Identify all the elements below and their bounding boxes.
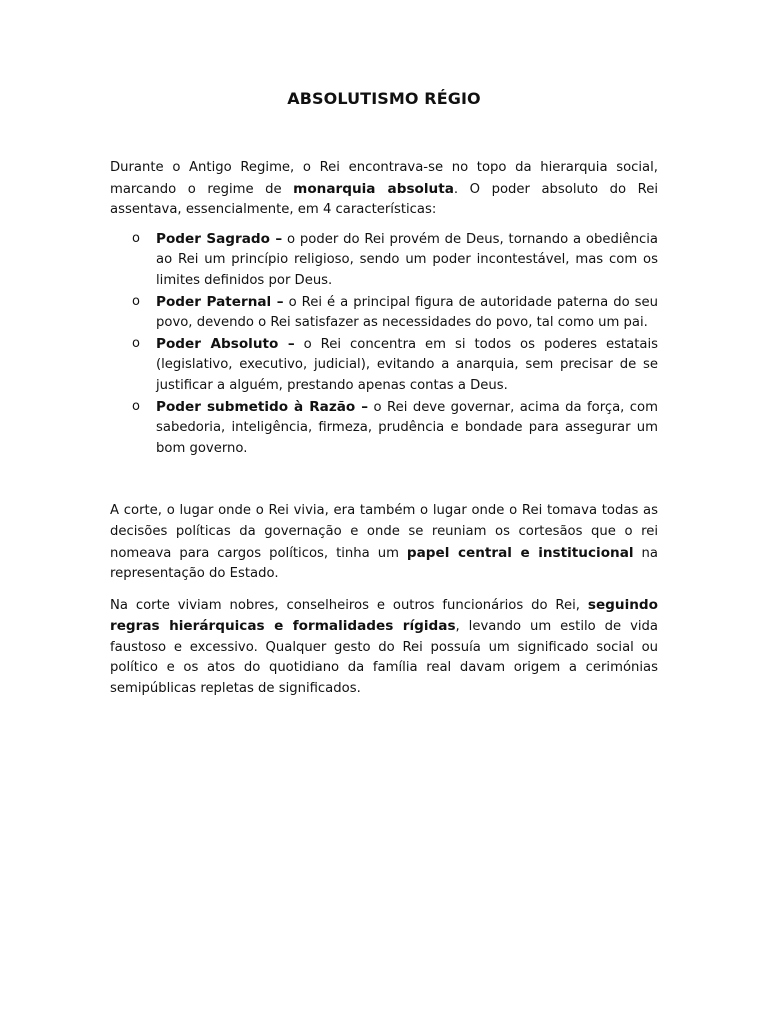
list-item-text: o Rei é a principal figura de autoridade paterna do seu povo, devendo o Rei satisfazer as necessidades do povo, tal como um pai.	[156, 294, 659, 331]
corte-text-start: A corte, o lugar onde o Rei vivia, era também o lugar onde o Rei tomava todas as decisões políticas da governação e onde se reuniam os cortesãos que o rei nomeava para cargos políticos, tinha um	[110, 503, 658, 561]
bullet-icon: o	[132, 335, 140, 351]
section-spacer	[110, 459, 658, 501]
corte-paragraph	[110, 501, 658, 584]
corte-text-end: na representação do Estado.	[110, 545, 658, 582]
list-item-term: Poder Sagrado –	[156, 230, 283, 247]
bullet-icon: o	[132, 398, 140, 414]
corte-bold-term: papel central e institucional	[406, 544, 634, 561]
list-item-text: o poder do Rei provém de Deus, tornando a obediência ao Rei um princípio religioso, sendo um poder incontestável, mas com os limites definidos por Deus.	[156, 231, 658, 288]
list-item	[110, 397, 658, 460]
list-item-term: Poder submetido à Razão –	[156, 398, 369, 415]
document-title: ABSOLUTISMO RÉGIO	[287, 89, 481, 108]
list-item	[110, 229, 658, 292]
list-item	[110, 292, 658, 334]
list-item-text: o Rei deve governar, acima da força, com sabedoria, inteligência, firmeza, prudência e bondade para assegurar um bom governo.	[156, 399, 658, 456]
bullet-icon: o	[132, 293, 140, 309]
intro-text-end: . O poder absoluto do Rei assentava, essencialmente, em 4 características:	[110, 181, 658, 218]
vida-bold-term: seguindo regras hierárquicas e formalidades rígidas	[110, 596, 658, 635]
bullet-icon: o	[132, 230, 140, 246]
vida-paragraph	[110, 595, 658, 700]
vida-text-start: Na corte viviam nobres, conselheiros e outros funcionários do Rei,	[110, 597, 588, 613]
document-page	[110, 88, 658, 700]
intro-paragraph	[110, 158, 658, 221]
list-item-term: Poder Paternal –	[156, 293, 284, 310]
list-item-term: Poder Absoluto –	[156, 335, 295, 352]
characteristics-list	[110, 229, 658, 460]
list-item-text: o Rei concentra em si todos os poderes estatais (legislativo, executivo, judicial), evitando a anarquia, sem precisar de se justificar a alguém, prestando apenas contas a Deus.	[156, 336, 658, 393]
intro-text-start: Durante o Antigo Regime, o Rei encontrava-se no topo da hierarquia social, marcando o regime de	[110, 160, 658, 197]
list-item	[110, 334, 658, 397]
intro-bold-term: monarquia absoluta	[293, 180, 454, 197]
vida-text-end: , levando um estilo de vida faustoso e excessivo. Qualquer gesto do Rei possuía um significado social ou político e os atos do quotidiano da família real davam origem a cerimónias semipúblicas repletas de significados.	[110, 619, 658, 697]
